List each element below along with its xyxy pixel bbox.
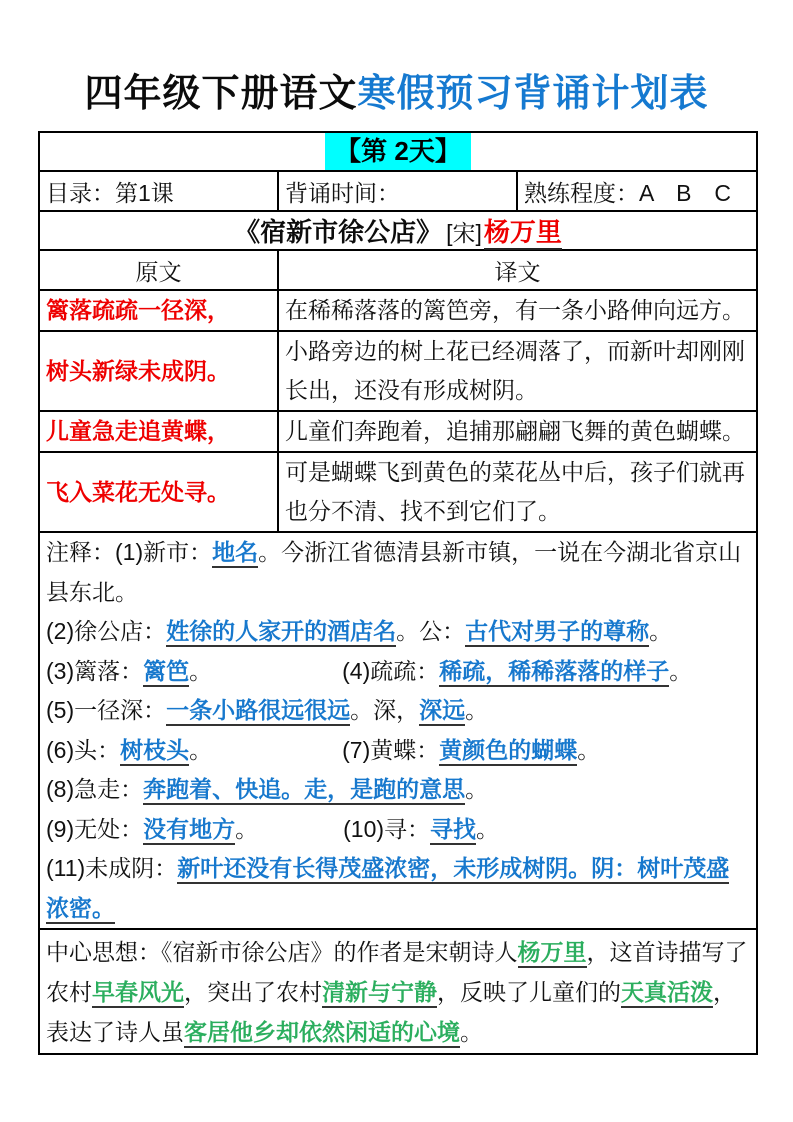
column-header-row [39,250,757,290]
column-header-translation: 译文 [278,250,757,290]
summary-content [46,932,750,1052]
notes-row [39,532,757,929]
text-line: (11)未成阴：新叶还没有长得茂盛浓密，未形成树阴。阴：树叶茂盛浓密。 [46,849,750,928]
text-line: (2)徐公店：姓徐的人家开的酒店名。公：古代对男子的尊称。 [46,612,750,652]
column-header-original: 原文 [39,250,278,290]
page-title-black: 四年级下册语文 [84,73,358,115]
text-line: (8)急走：奔跑着、快追。走，是跑的意思。 [46,770,750,810]
page-title [0,62,793,117]
poem-dynasty: [宋] [446,220,482,246]
text-line: 中心思想：《宿新市徐公店》的作者是宋朝诗人杨万里，这首诗描写了农村早春风光，突出了农村清新与宁静，反映了儿童们的天真活泼，表达了诗人虽客居他乡却依然闲适的心境。 [46,932,750,1052]
poem-translation-cell: 小路旁边的树上花已经凋落了，而新叶却刚刚长出，还没有形成树阴。 [278,331,757,411]
summary-cell [39,929,757,1054]
page-title-blue: 寒假预习背诵计划表 [357,73,709,115]
text-line: (9)无处：没有地方。 (10)寻：寻找。 [46,810,750,850]
poem-book-title: 《宿新市徐公店》 [234,217,443,247]
text-line: 注释：(1)新市：地名。今浙江省德清县新市镇，一说在今湖北省京山县东北。 [46,539,742,605]
poem-title-cell [39,211,757,250]
poem-original-cell: 篱落疏疏一径深， [39,290,278,331]
text-line: (6)头：树枝头。 (7)黄蝶：黄颜色的蝴蝶。 [46,731,750,771]
poem-author: 杨万里 [484,217,562,250]
poem-original-cell: 树头新绿未成阴。 [39,331,278,411]
poem-translation-cell: 在稀稀落落的篱笆旁，有一条小路伸向远方。 [278,290,757,331]
poem-row [39,411,757,452]
day-header-row [39,132,757,171]
notes-cell [39,532,757,929]
poem-row [39,290,757,331]
poem-translation-cell: 儿童们奔跑着，追捕那翩翩飞舞的黄色蝴蝶。 [278,411,757,452]
poem-original-cell: 飞入菜花无处寻。 [39,452,278,532]
poem-original-cell: 儿童急走追黄蝶， [39,411,278,452]
day-header-cell [39,132,757,171]
study-plan-table [38,131,758,1055]
poem-title-row [39,211,757,250]
info-row [39,171,757,211]
poem-translation-cell: 可是蝴蝶飞到黄色的菜花丛中后，孩子们就再也分不清、找不到它们了。 [278,452,757,532]
poem-row [39,331,757,411]
day-badge: 【第 2天】 [325,133,471,170]
summary-row [39,929,757,1054]
text-line: (5)一径深：一条小路很远很远。深，深远。 [46,691,750,731]
catalog-cell: 目录：第1课 [39,171,278,211]
poem-row [39,452,757,532]
text-line: (3)篱落：篱笆。 (4)疏疏：稀疏，稀稀落落的样子。 [46,652,750,692]
notes-content [46,533,750,928]
proficiency-cell: 熟练程度：A B C [517,171,757,211]
recite-time-cell: 背诵时间： [278,171,517,211]
